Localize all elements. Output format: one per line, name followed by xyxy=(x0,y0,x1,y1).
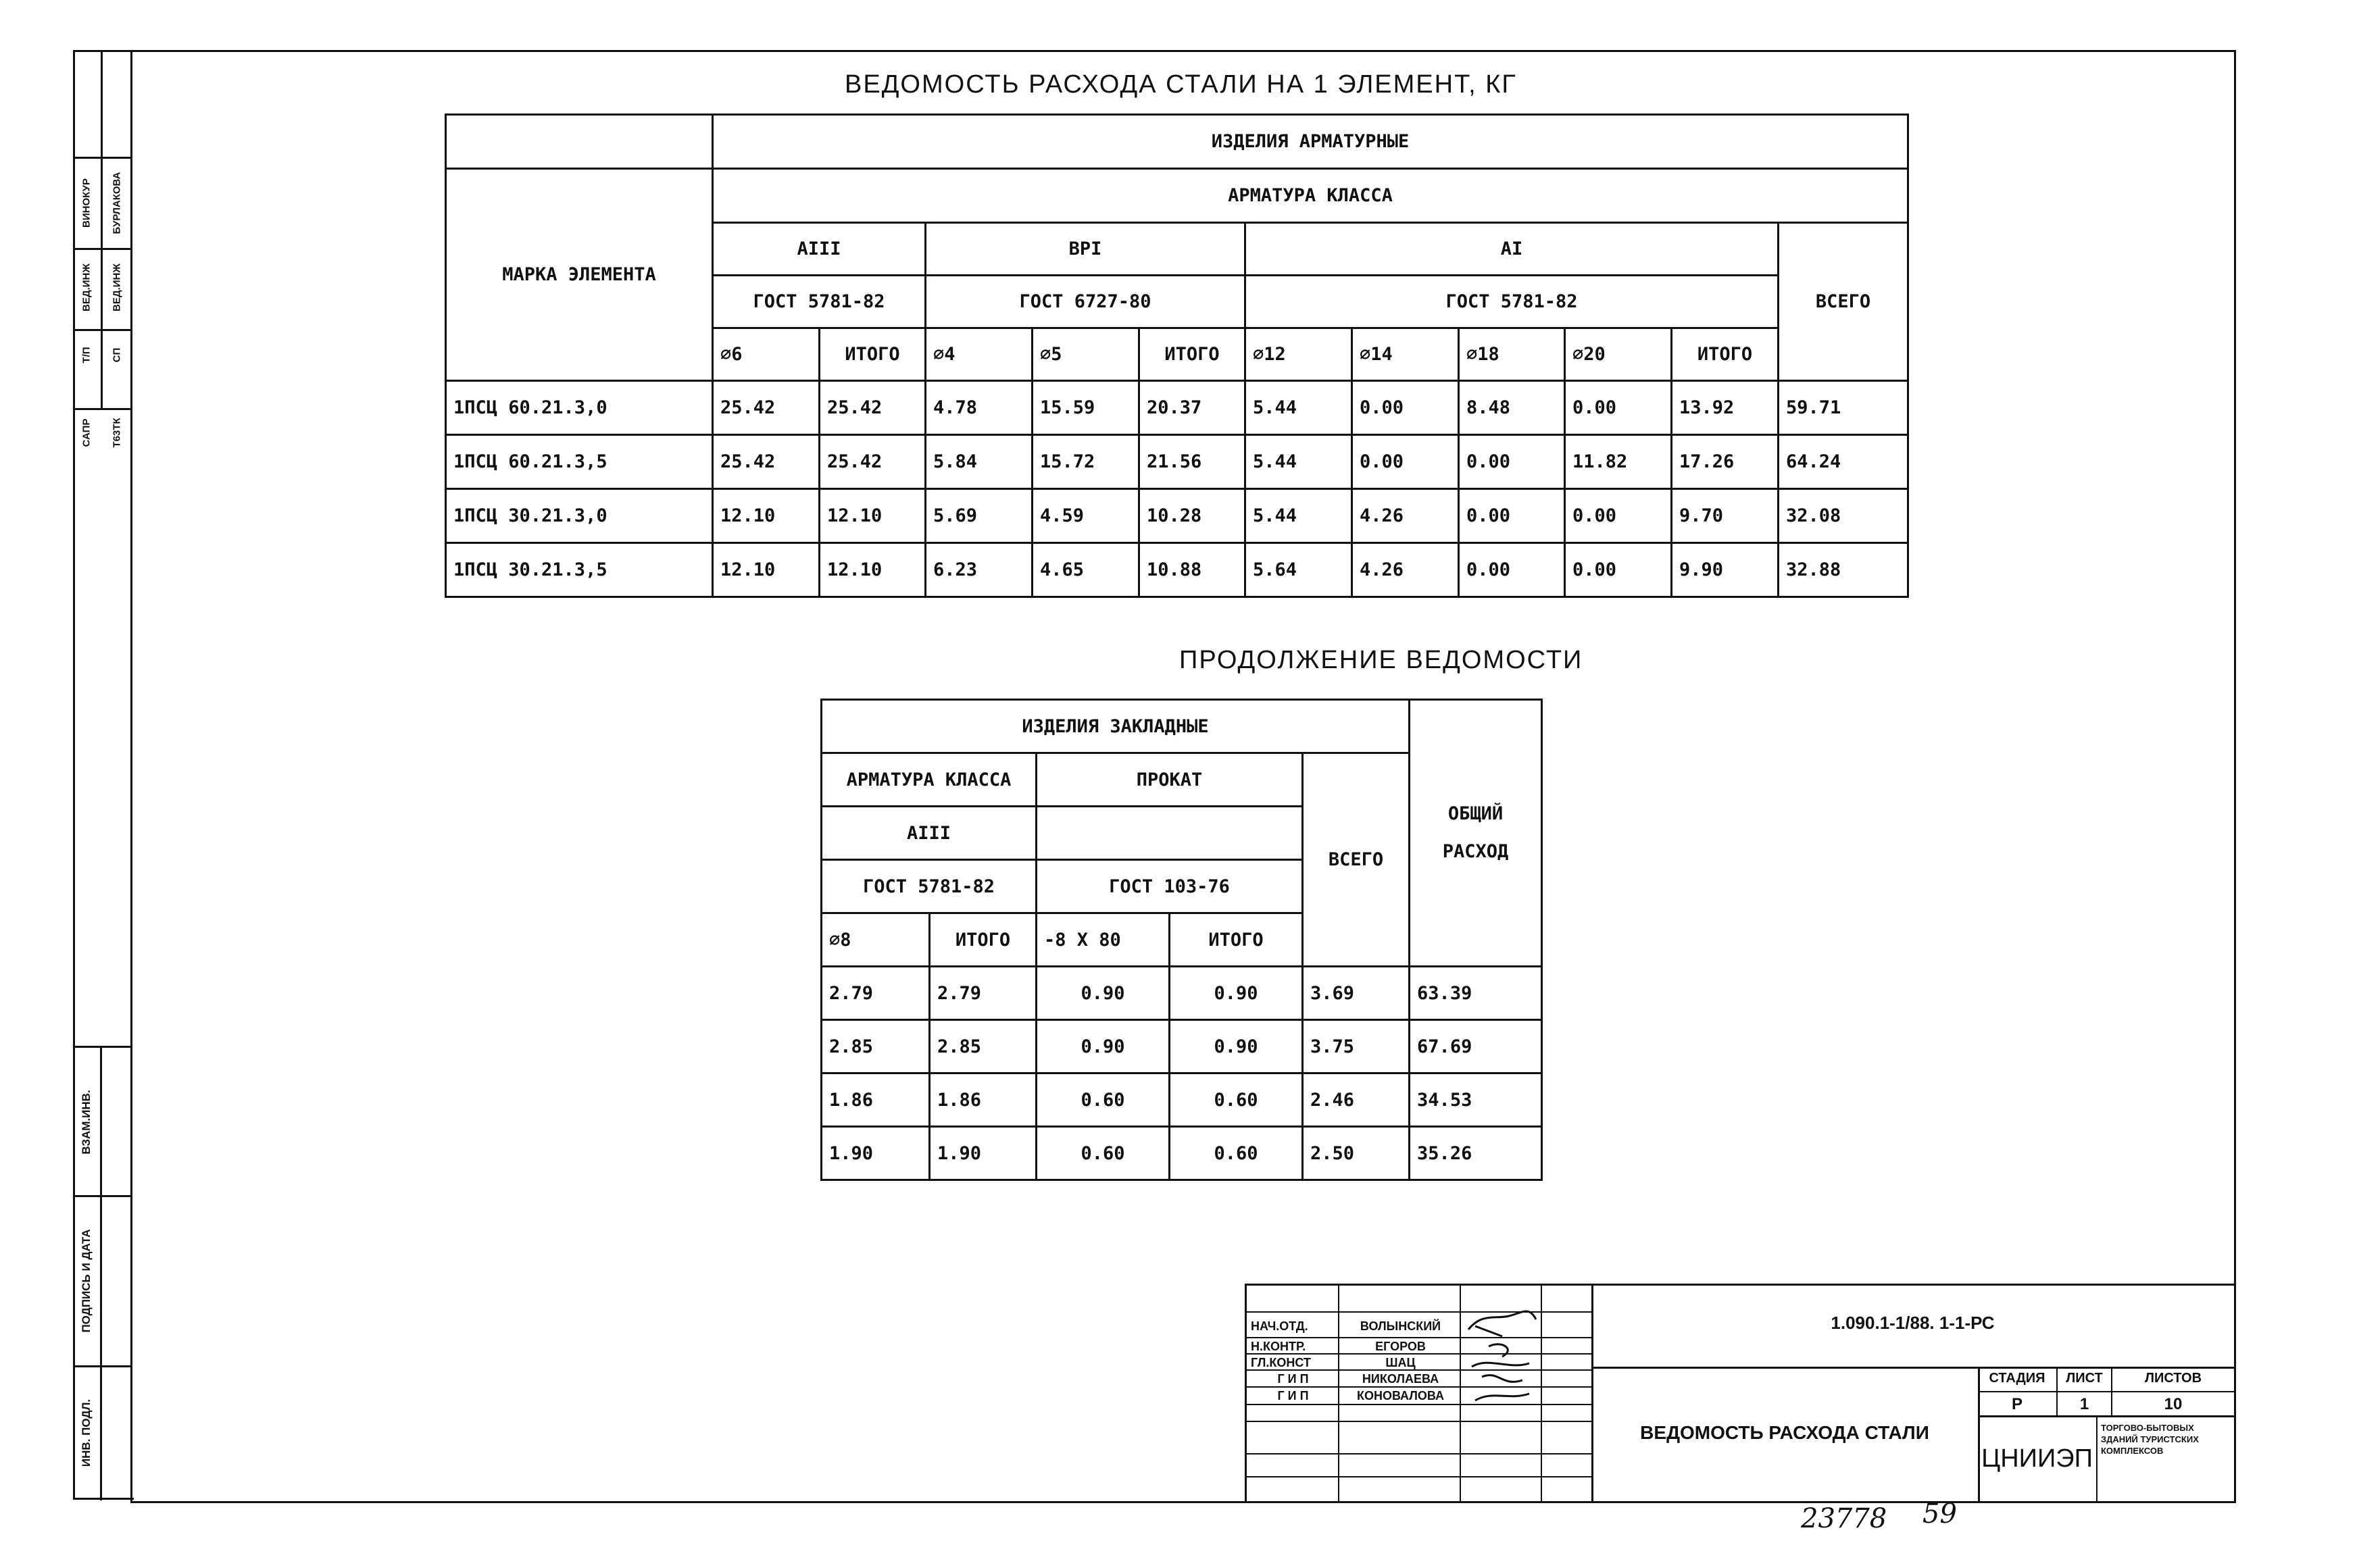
listov-label: ЛИСТОВ xyxy=(2144,1371,2202,1386)
table-cell: 67.69 xyxy=(1410,1020,1542,1073)
table-cell: 1.86 xyxy=(930,1073,1037,1127)
table-cell: 2.85 xyxy=(822,1020,930,1073)
header-blank xyxy=(446,115,713,169)
table-cell: 0.00 xyxy=(1565,489,1672,543)
table-cell: 15.72 xyxy=(1033,435,1139,489)
archive-number: 23778 xyxy=(1801,1503,1887,1534)
table-cell: 0.00 xyxy=(1459,489,1565,543)
table-cell: 5.84 xyxy=(926,435,1033,489)
table1-title: ВЕДОМОСТЬ РАСХОДА СТАЛИ НА 1 ЭЛЕМЕНТ, КГ xyxy=(845,70,1517,99)
col-header: -8 X 80 xyxy=(1037,913,1170,967)
table-cell: 5.44 xyxy=(1245,489,1352,543)
table-cell: 3.69 xyxy=(1303,967,1410,1020)
signatures-icon xyxy=(1462,1299,1549,1407)
table-cell: 5.44 xyxy=(1245,435,1352,489)
col-header: ∅4 xyxy=(926,328,1033,381)
person-name: ВОЛЫНСКИЙ xyxy=(1360,1319,1441,1333)
table-cell: 11.82 xyxy=(1565,435,1672,489)
table-cell: 0.60 xyxy=(1037,1127,1170,1180)
col-header: ∅18 xyxy=(1459,328,1565,381)
table-cell: 5.44 xyxy=(1245,381,1352,435)
table-cell: 64.24 xyxy=(1779,435,1908,489)
page-number: 59 xyxy=(1922,1498,1957,1529)
margin-stamp-bottom xyxy=(73,1046,130,1500)
table-cell: 0.90 xyxy=(1037,967,1170,1020)
col-header: ∅14 xyxy=(1352,328,1459,381)
header-klass: АРМАТУРА КЛАССА xyxy=(713,169,1908,223)
table-cell: 0.60 xyxy=(1170,1127,1303,1180)
col-header: ИТОГО xyxy=(820,328,926,381)
role-label: Г И П xyxy=(1277,1389,1309,1402)
header-obshiy-line1: ОБЩИЙ xyxy=(1447,803,1504,824)
stadia-label: СТАДИЯ xyxy=(1989,1371,2045,1386)
margin-stamp-top xyxy=(73,50,130,448)
header-blank xyxy=(1037,807,1303,860)
table-cell: 0.00 xyxy=(1352,435,1459,489)
table-cell: 0.60 xyxy=(1037,1073,1170,1127)
table-cell: 1.90 xyxy=(822,1127,930,1180)
header-obshiy-line2: РАСХОД xyxy=(1442,841,1509,862)
table-cell: 32.08 xyxy=(1779,489,1908,543)
table-cell: 0.00 xyxy=(1565,381,1672,435)
header-gost: ГОСТ 5781-82 xyxy=(822,860,1037,913)
table-cell: 0.60 xyxy=(1170,1073,1303,1127)
stadia-value: Р xyxy=(2011,1395,2023,1413)
table-cell: 12.10 xyxy=(820,543,926,597)
table-cell: 2.50 xyxy=(1303,1127,1410,1180)
person-name: КОНОВАЛОВА xyxy=(1356,1389,1445,1402)
col-header: ∅12 xyxy=(1245,328,1352,381)
org-description: ТОРГОВО-БЫТОВЫХ ЗДАНИЙ ТУРИСТСКИХ КОМПЛЕКСОВ xyxy=(2101,1423,2199,1456)
person-name: ЕГОРОВ xyxy=(1375,1340,1426,1353)
table-cell: 4.65 xyxy=(1033,543,1139,597)
table-cell: 0.90 xyxy=(1037,1020,1170,1073)
margin-cell: Т63ТК xyxy=(111,418,123,448)
col-header: ∅5 xyxy=(1033,328,1139,381)
title-block xyxy=(1245,1284,2234,1501)
table-cell: 34.53 xyxy=(1410,1073,1542,1127)
col-header: ИТОГО xyxy=(1672,328,1779,381)
table-cell: 3.75 xyxy=(1303,1020,1410,1073)
col-header: ИТОГО xyxy=(1139,328,1245,381)
table-cell: 8.48 xyxy=(1459,381,1565,435)
table-cell: 12.10 xyxy=(820,489,926,543)
margin-cell: ПОДПИСЬ И ДАТА xyxy=(80,1229,93,1333)
table-cell: 0.90 xyxy=(1170,967,1303,1020)
table-cell: 9.90 xyxy=(1672,543,1779,597)
list-value: 1 xyxy=(2079,1395,2089,1413)
header-vpi: ВРI xyxy=(926,223,1245,276)
table-cell: 2.85 xyxy=(930,1020,1037,1073)
org-name: ЦНИИЭП xyxy=(1981,1444,2093,1473)
header-aiii: AIII xyxy=(822,807,1037,860)
list-label: ЛИСТ xyxy=(2066,1371,2103,1386)
table-cell: 9.70 xyxy=(1672,489,1779,543)
col-header: ИТОГО xyxy=(930,913,1037,967)
col-header: ∅6 xyxy=(713,328,820,381)
table-cell: 25.42 xyxy=(713,435,820,489)
header-gost: ГОСТ 5781-82 xyxy=(713,276,926,328)
table-cell: 2.79 xyxy=(822,967,930,1020)
table-cell: 1.86 xyxy=(822,1073,930,1127)
table-cell: 6.23 xyxy=(926,543,1033,597)
table-cell: 4.78 xyxy=(926,381,1033,435)
role-label: Н.КОНТР. xyxy=(1251,1340,1306,1353)
table-cell: 21.56 xyxy=(1139,435,1245,489)
margin-cell: Т/П xyxy=(80,347,93,363)
person-name: НИКОЛАЕВА xyxy=(1362,1372,1439,1386)
table-cell: 2.46 xyxy=(1303,1073,1410,1127)
table-cell: 10.28 xyxy=(1139,489,1245,543)
col-header: ∅8 xyxy=(822,913,930,967)
table-cell: 1.90 xyxy=(930,1127,1037,1180)
table-cell: 4.26 xyxy=(1352,489,1459,543)
table-cell: 63.39 xyxy=(1410,967,1542,1020)
header-vsego: ВСЕГО xyxy=(1779,223,1908,381)
header-izdelia: ИЗДЕЛИЯ АРМАТУРНЫЕ xyxy=(713,115,1908,169)
table2-title: ПРОДОЛЖЕНИЕ ВЕДОМОСТИ xyxy=(1179,646,1583,674)
col-header: ИТОГО xyxy=(1170,913,1303,967)
header-vsego: ВСЕГО xyxy=(1303,753,1410,967)
header-klass: АРМАТУРА КЛАССА xyxy=(822,753,1037,807)
person-name: ШАЦ xyxy=(1385,1356,1416,1369)
table-cell: 0.00 xyxy=(1459,435,1565,489)
header-marka: МАРКА ЭЛЕМЕНТА xyxy=(446,169,713,381)
margin-cell: ВЕД.ИНЖ xyxy=(111,263,123,311)
header-prokat: ПРОКАТ xyxy=(1037,753,1303,807)
header-gost: ГОСТ 103-76 xyxy=(1037,860,1303,913)
table-cell: 1ПСЦ 30.21.3,0 xyxy=(446,489,713,543)
table-cell: 1ПСЦ 60.21.3,0 xyxy=(446,381,713,435)
header-obshiy xyxy=(1410,700,1542,967)
table-cell: 1ПСЦ 30.21.3,5 xyxy=(446,543,713,597)
table-cell: 0.90 xyxy=(1170,1020,1303,1073)
role-label: Г И П xyxy=(1277,1372,1309,1386)
role-label: ГЛ.КОНСТ xyxy=(1251,1356,1311,1369)
table-cell: 15.59 xyxy=(1033,381,1139,435)
table-cell: 5.64 xyxy=(1245,543,1352,597)
header-ai: AI xyxy=(1245,223,1779,276)
header-gost: ГОСТ 5781-82 xyxy=(1245,276,1779,328)
table-cell: 13.92 xyxy=(1672,381,1779,435)
table-cell: 12.10 xyxy=(713,489,820,543)
table-cell: 0.00 xyxy=(1459,543,1565,597)
table-cell: 5.69 xyxy=(926,489,1033,543)
header-aiii: AIII xyxy=(713,223,926,276)
table-cell: 35.26 xyxy=(1410,1127,1542,1180)
steel-table-continuation xyxy=(820,699,1543,1181)
steel-table-main xyxy=(445,113,1909,598)
margin-cell: ИНВ. ПОДЛ. xyxy=(80,1398,93,1467)
table-cell: 0.00 xyxy=(1565,543,1672,597)
role-label: НАЧ.ОТД. xyxy=(1251,1319,1308,1333)
table-cell: 4.59 xyxy=(1033,489,1139,543)
table-cell: 2.79 xyxy=(930,967,1037,1020)
table-cell: 1ПСЦ 60.21.3,5 xyxy=(446,435,713,489)
table-cell: 12.10 xyxy=(713,543,820,597)
table-cell: 10.88 xyxy=(1139,543,1245,597)
drawing-code: 1.090.1-1/88. 1-1-РС xyxy=(1831,1313,1995,1333)
table-cell: 25.42 xyxy=(713,381,820,435)
table-cell: 59.71 xyxy=(1779,381,1908,435)
header-gost: ГОСТ 6727-80 xyxy=(926,276,1245,328)
col-header: ∅20 xyxy=(1565,328,1672,381)
margin-cell: ВЗАМ.ИНВ. xyxy=(80,1090,93,1155)
table-cell: 25.42 xyxy=(820,435,926,489)
sheet-title: ВЕДОМОСТЬ РАСХОДА СТАЛИ xyxy=(1640,1422,1929,1443)
margin-cell: ВЕД.ИНЖ xyxy=(80,263,93,311)
margin-cell: САПР xyxy=(80,418,93,447)
table-cell: 17.26 xyxy=(1672,435,1779,489)
header-izdelia: ИЗДЕЛИЯ ЗАКЛАДНЫЕ xyxy=(822,700,1410,753)
table-cell: 32.88 xyxy=(1779,543,1908,597)
margin-cell: БУРЛАКОВА xyxy=(111,172,123,234)
table-cell: 4.26 xyxy=(1352,543,1459,597)
table-cell: 20.37 xyxy=(1139,381,1245,435)
margin-cell: СП xyxy=(111,347,123,363)
table-cell: 25.42 xyxy=(820,381,926,435)
listov-value: 10 xyxy=(2164,1395,2183,1413)
margin-cell: ВИНОКУР xyxy=(80,178,93,228)
table-cell: 0.00 xyxy=(1352,381,1459,435)
